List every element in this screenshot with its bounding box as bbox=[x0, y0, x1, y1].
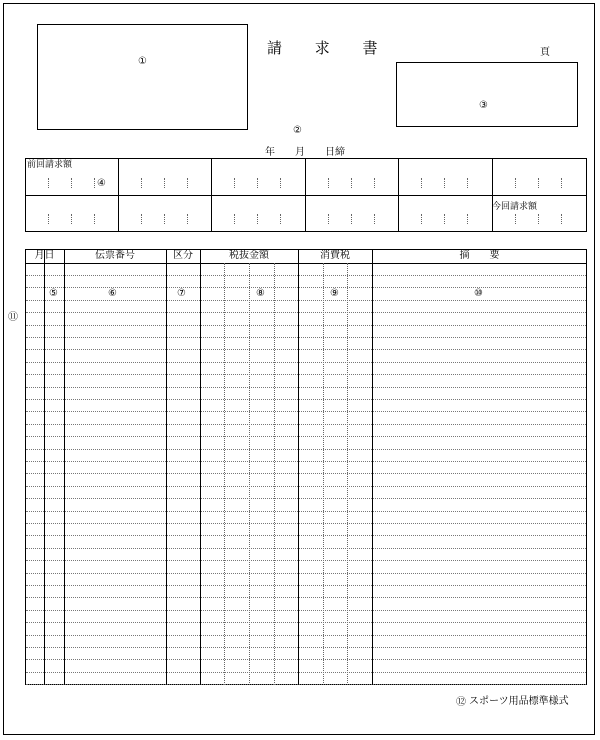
digit-tick bbox=[71, 178, 72, 188]
table-row-line bbox=[26, 585, 586, 586]
table-row-line bbox=[26, 362, 586, 363]
digit-tick bbox=[561, 178, 562, 188]
table-row-line bbox=[26, 548, 586, 549]
digit-tick bbox=[374, 214, 375, 224]
header-category: 区分 bbox=[173, 250, 193, 261]
digit-tick bbox=[234, 214, 235, 224]
digit-tick bbox=[257, 178, 258, 188]
table-row-line bbox=[26, 424, 586, 425]
header-month-day: 月日 bbox=[34, 250, 55, 261]
marker-2: ② bbox=[293, 125, 302, 136]
digit-tick bbox=[515, 178, 516, 188]
digit-tick bbox=[374, 178, 375, 188]
digit-tick bbox=[351, 178, 352, 188]
table-row-line bbox=[26, 635, 586, 636]
digit-tick bbox=[467, 178, 468, 188]
digit-tick bbox=[71, 214, 72, 224]
digit-tick bbox=[515, 214, 516, 224]
table-row-line bbox=[26, 659, 586, 660]
digit-tick bbox=[94, 178, 95, 188]
table-row-line bbox=[26, 597, 586, 598]
digit-tick bbox=[538, 178, 539, 188]
digit-tick bbox=[257, 214, 258, 224]
table-row-line bbox=[26, 622, 586, 623]
table-row-line bbox=[26, 672, 586, 673]
digit-tick bbox=[94, 214, 95, 224]
marker-9: ⑨ bbox=[330, 288, 339, 299]
digit-tick bbox=[280, 178, 281, 188]
marker-6: ⑥ bbox=[108, 288, 117, 299]
current-balance-label: 今回請求額 bbox=[492, 202, 538, 212]
table-row-line bbox=[26, 436, 586, 437]
table-row-line bbox=[26, 374, 586, 375]
table-row-line bbox=[26, 486, 586, 487]
digit-tick bbox=[421, 214, 422, 224]
table-row-line bbox=[26, 337, 586, 338]
table-row-line bbox=[26, 684, 586, 685]
table-row-line bbox=[26, 498, 586, 499]
marker-3: ③ bbox=[479, 100, 488, 111]
header-amount-ex-tax: 税抜金額 bbox=[229, 250, 269, 261]
digit-tick bbox=[538, 214, 539, 224]
digit-tick bbox=[328, 178, 329, 188]
digit-tick bbox=[328, 214, 329, 224]
marker-1: ① bbox=[138, 56, 147, 67]
digit-tick bbox=[280, 214, 281, 224]
digit-tick bbox=[444, 178, 445, 188]
header-remarks: 摘 要 bbox=[459, 250, 500, 261]
page-label: 頁 bbox=[540, 47, 550, 58]
digit-tick bbox=[141, 178, 142, 188]
table-row-line bbox=[26, 511, 586, 512]
marker-5: ⑤ bbox=[49, 288, 58, 299]
table-row-line bbox=[26, 560, 586, 561]
digit-tick bbox=[351, 214, 352, 224]
table-row-line bbox=[26, 275, 586, 276]
table-row-line bbox=[26, 387, 586, 388]
footer-form-name: スポーツ用品標準様式 bbox=[469, 696, 569, 707]
digit-tick bbox=[164, 178, 165, 188]
digit-tick bbox=[48, 214, 49, 224]
marker-11: ⑪ bbox=[8, 312, 18, 323]
table-row-line bbox=[26, 573, 586, 574]
table-row-line bbox=[26, 523, 586, 524]
marker-7: ⑦ bbox=[177, 288, 186, 299]
table-row-line bbox=[26, 399, 586, 400]
previous-balance-label: 前回請求額 bbox=[27, 160, 73, 170]
marker-8: ⑧ bbox=[256, 288, 265, 299]
table-row-line bbox=[26, 535, 586, 536]
table-row-line bbox=[26, 411, 586, 412]
digit-tick bbox=[561, 214, 562, 224]
document-title: 請 求 書 bbox=[267, 39, 392, 57]
table-row-line bbox=[26, 647, 586, 648]
header-slip-number: 伝票番号 bbox=[95, 250, 135, 261]
table-row-line bbox=[26, 349, 586, 350]
digit-tick bbox=[467, 214, 468, 224]
customer-address-box bbox=[37, 24, 248, 130]
digit-tick bbox=[187, 214, 188, 224]
table-row-line bbox=[26, 461, 586, 462]
table-row-line bbox=[26, 312, 586, 313]
table-row-line bbox=[26, 473, 586, 474]
digit-tick bbox=[234, 178, 235, 188]
digit-tick bbox=[421, 178, 422, 188]
marker-4: ④ bbox=[97, 178, 106, 189]
table-row-line bbox=[26, 449, 586, 450]
digit-tick bbox=[444, 214, 445, 224]
digit-tick bbox=[141, 214, 142, 224]
closing-date-label: 年 月 日締 bbox=[265, 147, 345, 158]
transaction-table bbox=[25, 249, 587, 685]
marker-10: ⑩ bbox=[474, 288, 483, 299]
issuer-box bbox=[396, 62, 578, 127]
digit-tick bbox=[48, 178, 49, 188]
digit-tick bbox=[187, 178, 188, 188]
table-row-line bbox=[26, 325, 586, 326]
table-row-line bbox=[26, 610, 586, 611]
table-row-line bbox=[26, 300, 586, 301]
marker-12: ⑫ bbox=[456, 697, 466, 708]
digit-tick bbox=[164, 214, 165, 224]
header-consumption-tax: 消費税 bbox=[320, 250, 350, 261]
